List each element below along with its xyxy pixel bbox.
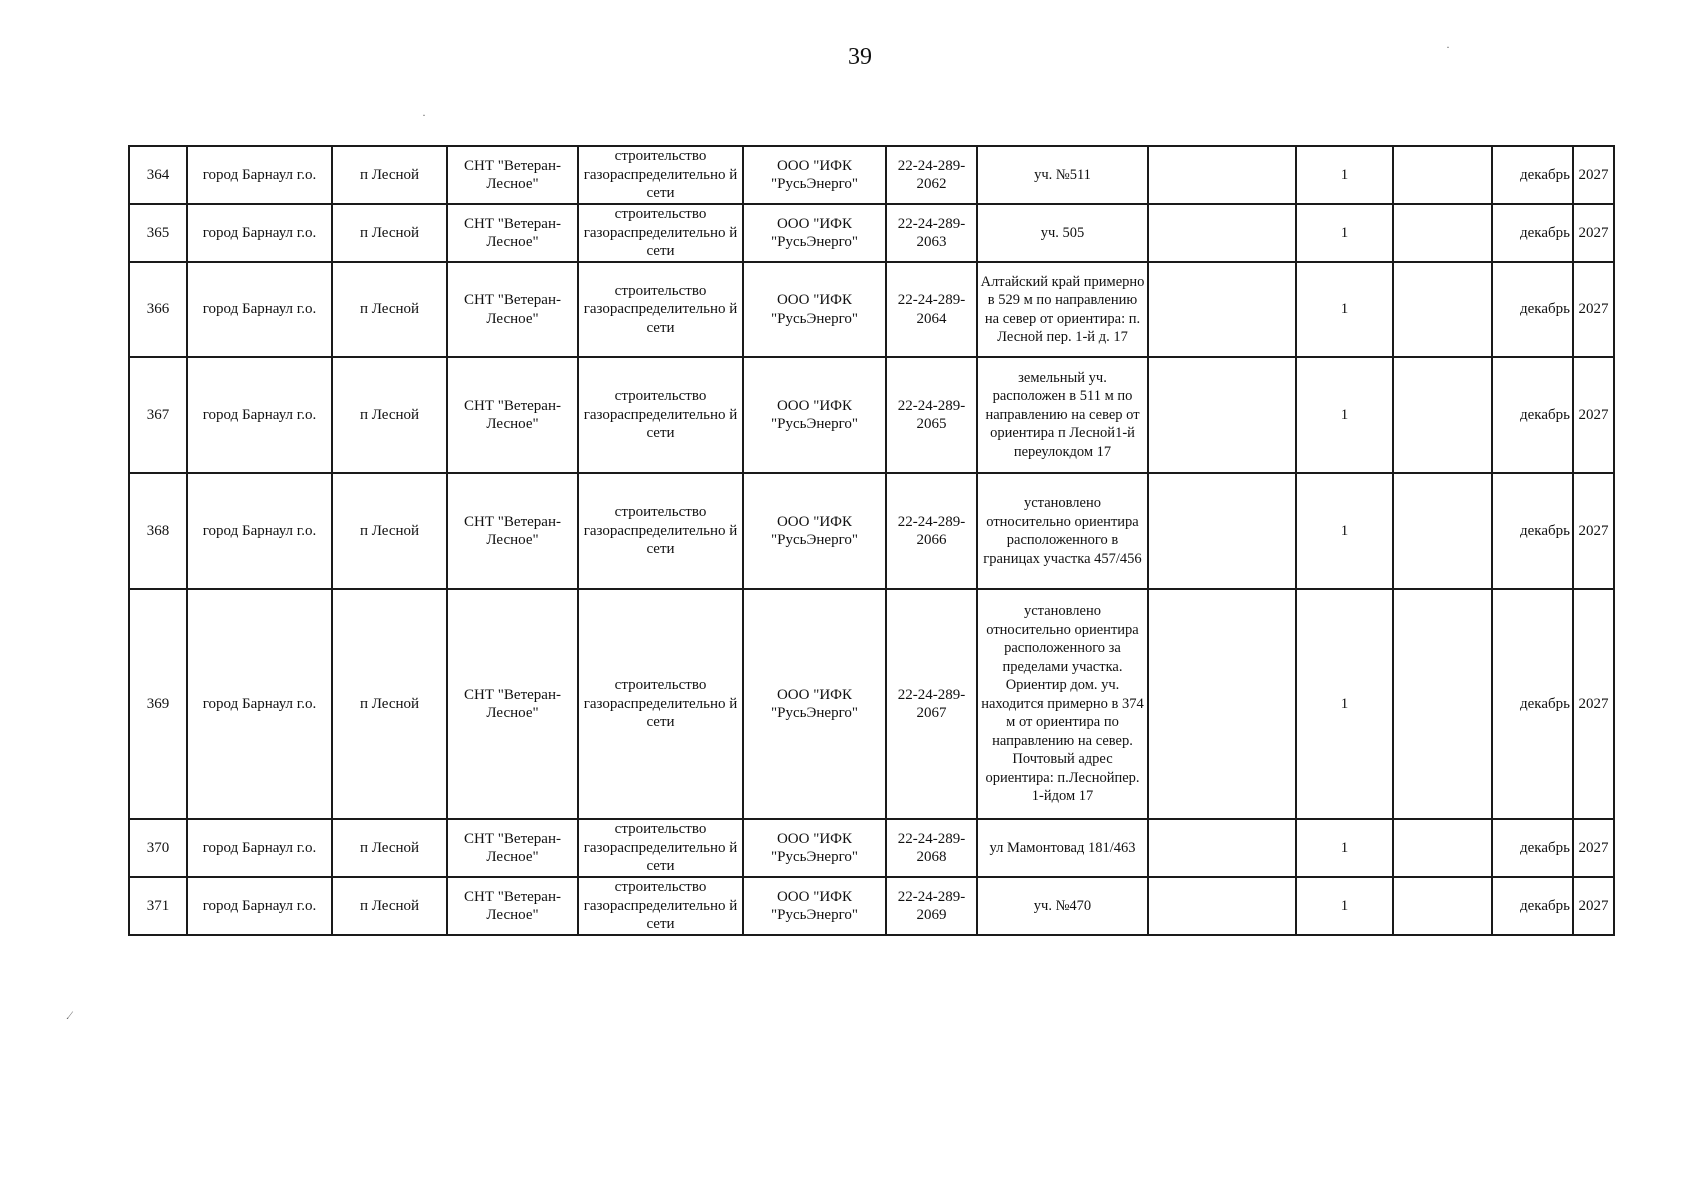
row-number-cell: 369 (129, 589, 187, 819)
location-cell: установлено относительно ориентира расположенного в границах участка 457/456 (977, 473, 1148, 589)
code-cell: 22-24-289-2067 (886, 589, 977, 819)
quantity-cell: 1 (1296, 146, 1393, 204)
scan-speck: .⁄ (66, 1008, 72, 1022)
blank-cell (1148, 877, 1296, 935)
settlement-cell: п Лесной (332, 357, 447, 473)
snt-cell: СНТ "Ветеран-Лесное" (447, 146, 578, 204)
purpose-cell: строительство газораспределительно й сети (578, 204, 743, 262)
blank-cell (1148, 357, 1296, 473)
purpose-cell: строительство газораспределительно й сети (578, 819, 743, 877)
code-cell: 22-24-289-2062 (886, 146, 977, 204)
row-number-cell: 370 (129, 819, 187, 877)
row-number-cell: 368 (129, 473, 187, 589)
table-row (129, 473, 1614, 589)
settlement-cell: п Лесной (332, 877, 447, 935)
district-cell: город Барнаул г.о. (187, 473, 332, 589)
settlement-cell: п Лесной (332, 473, 447, 589)
purpose-cell: строительство газораспределительно й сети (578, 877, 743, 935)
district-cell: город Барнаул г.о. (187, 204, 332, 262)
code-cell: 22-24-289-2063 (886, 204, 977, 262)
organization-cell: ООО "ИФК "РусьЭнерго" (743, 357, 886, 473)
purpose-cell: строительство газораспределительно й сети (578, 262, 743, 357)
code-cell: 22-24-289-2065 (886, 357, 977, 473)
month-cell: декабрь (1492, 357, 1573, 473)
code-cell: 22-24-289-2068 (886, 819, 977, 877)
row-number-cell: 366 (129, 262, 187, 357)
month-cell: декабрь (1492, 473, 1573, 589)
quantity-cell: 1 (1296, 589, 1393, 819)
year-cell: 2027 (1573, 357, 1614, 473)
scan-speck: · (422, 108, 426, 122)
district-cell: город Барнаул г.о. (187, 357, 332, 473)
organization-cell: ООО "ИФК "РусьЭнерго" (743, 146, 886, 204)
organization-cell: ООО "ИФК "РусьЭнерго" (743, 589, 886, 819)
year-cell: 2027 (1573, 877, 1614, 935)
blank-cell (1148, 146, 1296, 204)
snt-cell: СНТ "Ветеран-Лесное" (447, 357, 578, 473)
table-row (129, 357, 1614, 473)
row-number-cell: 367 (129, 357, 187, 473)
purpose-cell: строительство газораспределительно й сети (578, 146, 743, 204)
organization-cell: ООО "ИФК "РусьЭнерго" (743, 473, 886, 589)
month-cell: декабрь (1492, 262, 1573, 357)
row-number-cell: 365 (129, 204, 187, 262)
table-row (129, 589, 1614, 819)
year-cell: 2027 (1573, 262, 1614, 357)
table-row (129, 262, 1614, 357)
district-cell: город Барнаул г.о. (187, 262, 332, 357)
blank-cell (1393, 877, 1492, 935)
purpose-cell: строительство газораспределительно й сети (578, 589, 743, 819)
settlement-cell: п Лесной (332, 262, 447, 357)
location-cell: уч. 505 (977, 204, 1148, 262)
quantity-cell: 1 (1296, 473, 1393, 589)
location-cell: ул Мамонтовад 181/463 (977, 819, 1148, 877)
blank-cell (1148, 473, 1296, 589)
blank-cell (1393, 146, 1492, 204)
settlement-cell: п Лесной (332, 819, 447, 877)
purpose-cell: строительство газораспределительно й сети (578, 473, 743, 589)
quantity-cell: 1 (1296, 204, 1393, 262)
settlement-cell: п Лесной (332, 146, 447, 204)
snt-cell: СНТ "Ветеран-Лесное" (447, 819, 578, 877)
location-cell: уч. №470 (977, 877, 1148, 935)
code-cell: 22-24-289-2064 (886, 262, 977, 357)
location-cell: уч. №511 (977, 146, 1148, 204)
table-row (129, 146, 1614, 204)
blank-cell (1393, 204, 1492, 262)
month-cell: декабрь (1492, 877, 1573, 935)
scan-speck: · (1446, 40, 1450, 54)
table-row (129, 204, 1614, 262)
row-number-cell: 371 (129, 877, 187, 935)
snt-cell: СНТ "Ветеран-Лесное" (447, 589, 578, 819)
page-number: 39 (848, 44, 872, 70)
settlement-cell: п Лесной (332, 204, 447, 262)
settlement-cell: п Лесной (332, 589, 447, 819)
month-cell: декабрь (1492, 204, 1573, 262)
location-cell: земельный уч. расположен в 511 м по направлению на север от ориентира п Лесной1-й переулокдом 17 (977, 357, 1148, 473)
snt-cell: СНТ "Ветеран-Лесное" (447, 262, 578, 357)
location-cell: установлено относительно ориентира расположенного за пределами участка. Ориентир дом. уч. находится примерно в 374 м от ориентира по направлению на север. Почтовый адрес ориентира: п.Леснойпер. 1-йдом 17 (977, 589, 1148, 819)
blank-cell (1393, 473, 1492, 589)
code-cell: 22-24-289-2069 (886, 877, 977, 935)
month-cell: декабрь (1492, 146, 1573, 204)
year-cell: 2027 (1573, 204, 1614, 262)
district-cell: город Барнаул г.о. (187, 146, 332, 204)
month-cell: декабрь (1492, 819, 1573, 877)
table-row (129, 877, 1614, 935)
blank-cell (1393, 357, 1492, 473)
blank-cell (1148, 589, 1296, 819)
quantity-cell: 1 (1296, 819, 1393, 877)
organization-cell: ООО "ИФК "РусьЭнерго" (743, 262, 886, 357)
year-cell: 2027 (1573, 819, 1614, 877)
district-cell: город Барнаул г.о. (187, 589, 332, 819)
quantity-cell: 1 (1296, 262, 1393, 357)
blank-cell (1393, 589, 1492, 819)
snt-cell: СНТ "Ветеран-Лесное" (447, 473, 578, 589)
month-cell: декабрь (1492, 589, 1573, 819)
district-cell: город Барнаул г.о. (187, 819, 332, 877)
quantity-cell: 1 (1296, 877, 1393, 935)
district-cell: город Барнаул г.о. (187, 877, 332, 935)
purpose-cell: строительство газораспределительно й сети (578, 357, 743, 473)
blank-cell (1393, 819, 1492, 877)
year-cell: 2027 (1573, 146, 1614, 204)
blank-cell (1148, 819, 1296, 877)
location-cell: Алтайский край примерно в 529 м по направлению на север от ориентира: п. Лесной пер. 1-й д. 17 (977, 262, 1148, 357)
organization-cell: ООО "ИФК "РусьЭнерго" (743, 819, 886, 877)
blank-cell (1393, 262, 1492, 357)
snt-cell: СНТ "Ветеран-Лесное" (447, 877, 578, 935)
snt-cell: СНТ "Ветеран-Лесное" (447, 204, 578, 262)
quantity-cell: 1 (1296, 357, 1393, 473)
year-cell: 2027 (1573, 473, 1614, 589)
table-row (129, 819, 1614, 877)
code-cell: 22-24-289-2066 (886, 473, 977, 589)
organization-cell: ООО "ИФК "РусьЭнерго" (743, 204, 886, 262)
row-number-cell: 364 (129, 146, 187, 204)
organization-cell: ООО "ИФК "РусьЭнерго" (743, 877, 886, 935)
blank-cell (1148, 204, 1296, 262)
blank-cell (1148, 262, 1296, 357)
year-cell: 2027 (1573, 589, 1614, 819)
register-table (128, 145, 1615, 936)
